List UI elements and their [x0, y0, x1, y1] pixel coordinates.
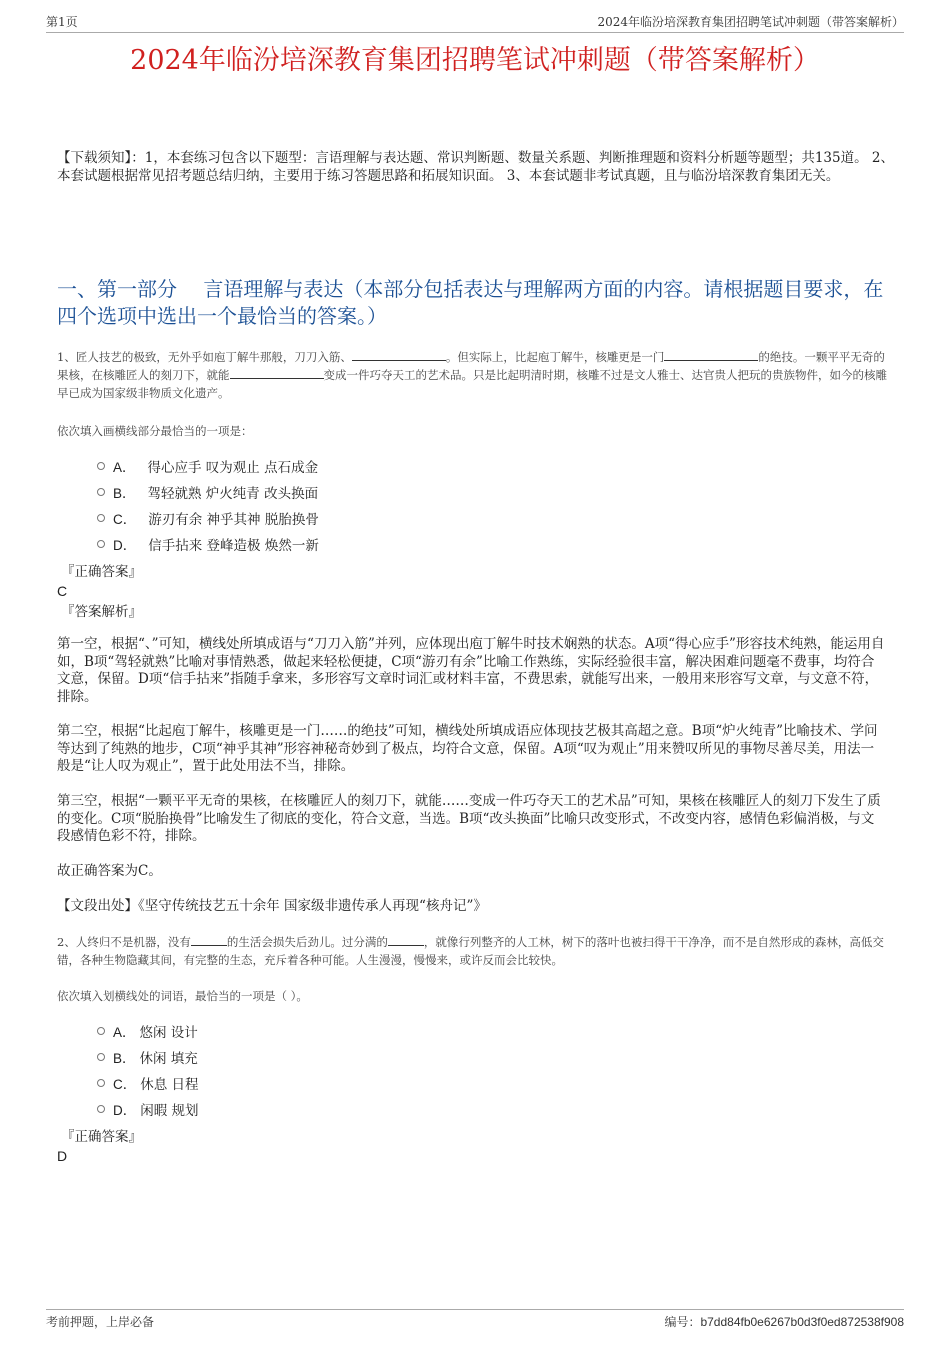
radio-icon[interactable]: [97, 1027, 105, 1035]
answer-label: 『正确答案』: [61, 564, 142, 580]
answer-label: 『正确答案』: [61, 1129, 142, 1145]
fill-blank: [352, 349, 446, 361]
radio-icon[interactable]: [97, 514, 105, 522]
radio-icon[interactable]: [97, 1105, 105, 1113]
question-2-text: 2、人终归不是机器，没有 的生活会损失后劲儿。过分满的 ，就像行列整齐的人工林，树下的落叶也被扫得干干净净，而不是自然形成的森林，高低交错，各种生物隐藏其间，有完整的生态，充斥着各种可能。人生漫漫，慢慢来，或许反而会比较快。: [57, 935, 884, 967]
question-1-text: 1、匠人技艺的极致，无外乎如庖丁解牛那般，刀刀入筋、 。但实际上，比起庖丁解牛，核雕更是一门 的绝技。一颗平平无奇的果核，在核雕匠人的刻刀下，就能 变成一件巧夺天工的艺术品。只是比起明清时期，核雕不过是文人雅士、达官贵人把玩的贵族物件，如今的核雕早已成为国家级非物质文化遗产。: [57, 350, 887, 400]
footer-slogan: 考前押题，上岸必备: [46, 1315, 155, 1329]
option-b[interactable]: B． 休闲 填充: [97, 1044, 199, 1070]
radio-icon[interactable]: [97, 1079, 105, 1087]
fill-blank: [230, 367, 324, 379]
analysis-paragraph: 第三空，根据“一颗平平无奇的果核，在核雕匠人的刻刀下，就能……变成一件巧夺天工的艺术品”可知，果核在核雕匠人的刻刀下发生了质的变化。C项“脱胎换骨”比喻发生了彻底的变化，符合文意，当选。B项“改头换面”比喻只改变形式，不改变内容，感情色彩偏消极，与文段感情色彩不符，排除。: [57, 793, 881, 844]
option-d[interactable]: D． 信手拈来 登峰造极 焕然一新: [97, 531, 319, 557]
correct-answer: C: [57, 583, 68, 599]
radio-icon[interactable]: [97, 540, 105, 548]
option-c[interactable]: C． 休息 日程: [97, 1070, 199, 1096]
page-number: 第1页: [46, 15, 78, 29]
page-header: [46, 14, 904, 33]
analysis-paragraph: 第一空，根据“、”可知，横线处所填成语与“刀刀入筋”并列，应体现出庖丁解牛时技术娴熟的状态。A项“得心应手”形容技术纯熟，能运用自如，B项“驾轻就熟”比喻对事情熟悉，做起来轻松便捷，C项“游刃有余”比喻工作熟练，实际经验很丰富，解决困难问题毫不费事，均符合文意，保留。D项“信手拈来”指随手拿来，多形容写文章时词汇或材料丰富，不费思索，就能写出来，一般用来形容写文章，与文意不符，排除。: [57, 636, 885, 705]
option-a[interactable]: A． 悠闲 设计: [97, 1018, 199, 1044]
option-c[interactable]: C． 游刃有余 神乎其神 脱胎换骨: [97, 505, 319, 531]
option-b[interactable]: B． 驾轻就熟 炉火纯青 改头换面: [97, 479, 319, 505]
document-title: 2024年临汾培深教育集团招聘笔试冲刺题（带答案解析）: [130, 45, 820, 76]
download-notice: 【下载须知】：1，本套练习包含以下题型：言语理解与表达题、常识判断题、数量关系题、判断推理题和资料分析题等题型；共135道。 2、本套试题根据常见招考题总结归纳，主要用于练习答题思路和拓展知识面。 3、本套试题非考试真题，且与临汾培深教育集团无关。: [57, 150, 894, 184]
question-1-options: [97, 453, 319, 557]
document-code: 编号：b7dd84fb0e6267b0d3f0ed872538f908: [664, 1315, 904, 1329]
analysis-label: 『答案解析』: [61, 604, 142, 620]
fill-blank: [664, 349, 758, 361]
header-doc-title: 2024年临汾培深教育集团招聘笔试冲刺题（带答案解析）: [597, 15, 904, 29]
analysis-conclusion: 故正确答案为C。: [57, 863, 162, 879]
correct-answer: D: [57, 1148, 68, 1164]
question-1-prompt: 依次填入画横线部分最恰当的一项是：: [57, 424, 253, 438]
analysis-paragraph: 第二空，根据“比起庖丁解牛，核雕更是一门……的绝技”可知，横线处所填成语应体现技艺极其高超之意。B项“炉火纯青”比喻技术、学问等达到了纯熟的地步，C项“神乎其神”形容神秘奇妙到了极点，均符合文意，保留。A项“叹为观止”用来赞叹所见的事物尽善尽美，用法一般是“让人叹为观止”，置于此处用法不当，排除。: [57, 723, 878, 774]
radio-icon[interactable]: [97, 488, 105, 496]
question-2-options: [97, 1018, 199, 1122]
section-title: 一、第一部分 言语理解与表达（本部分包括表达与理解两方面的内容。请根据题目要求，在四个选项中选出一个最恰当的答案。）: [57, 277, 884, 328]
fill-blank: [191, 934, 227, 946]
question-2-prompt: 依次填入划横线处的词语，最恰当的一项是（ ）。: [57, 989, 308, 1003]
source-citation: 【文段出处】《坚守传统技艺五十余年 国家级非遗传承人再现“核舟记”》: [57, 898, 487, 914]
radio-icon[interactable]: [97, 1053, 105, 1061]
fill-blank: [388, 934, 424, 946]
option-a[interactable]: A． 得心应手 叹为观止 点石成金: [97, 453, 319, 479]
radio-icon[interactable]: [97, 462, 105, 470]
option-d[interactable]: D． 闲暇 规划: [97, 1096, 199, 1122]
page-footer: [46, 1309, 904, 1330]
